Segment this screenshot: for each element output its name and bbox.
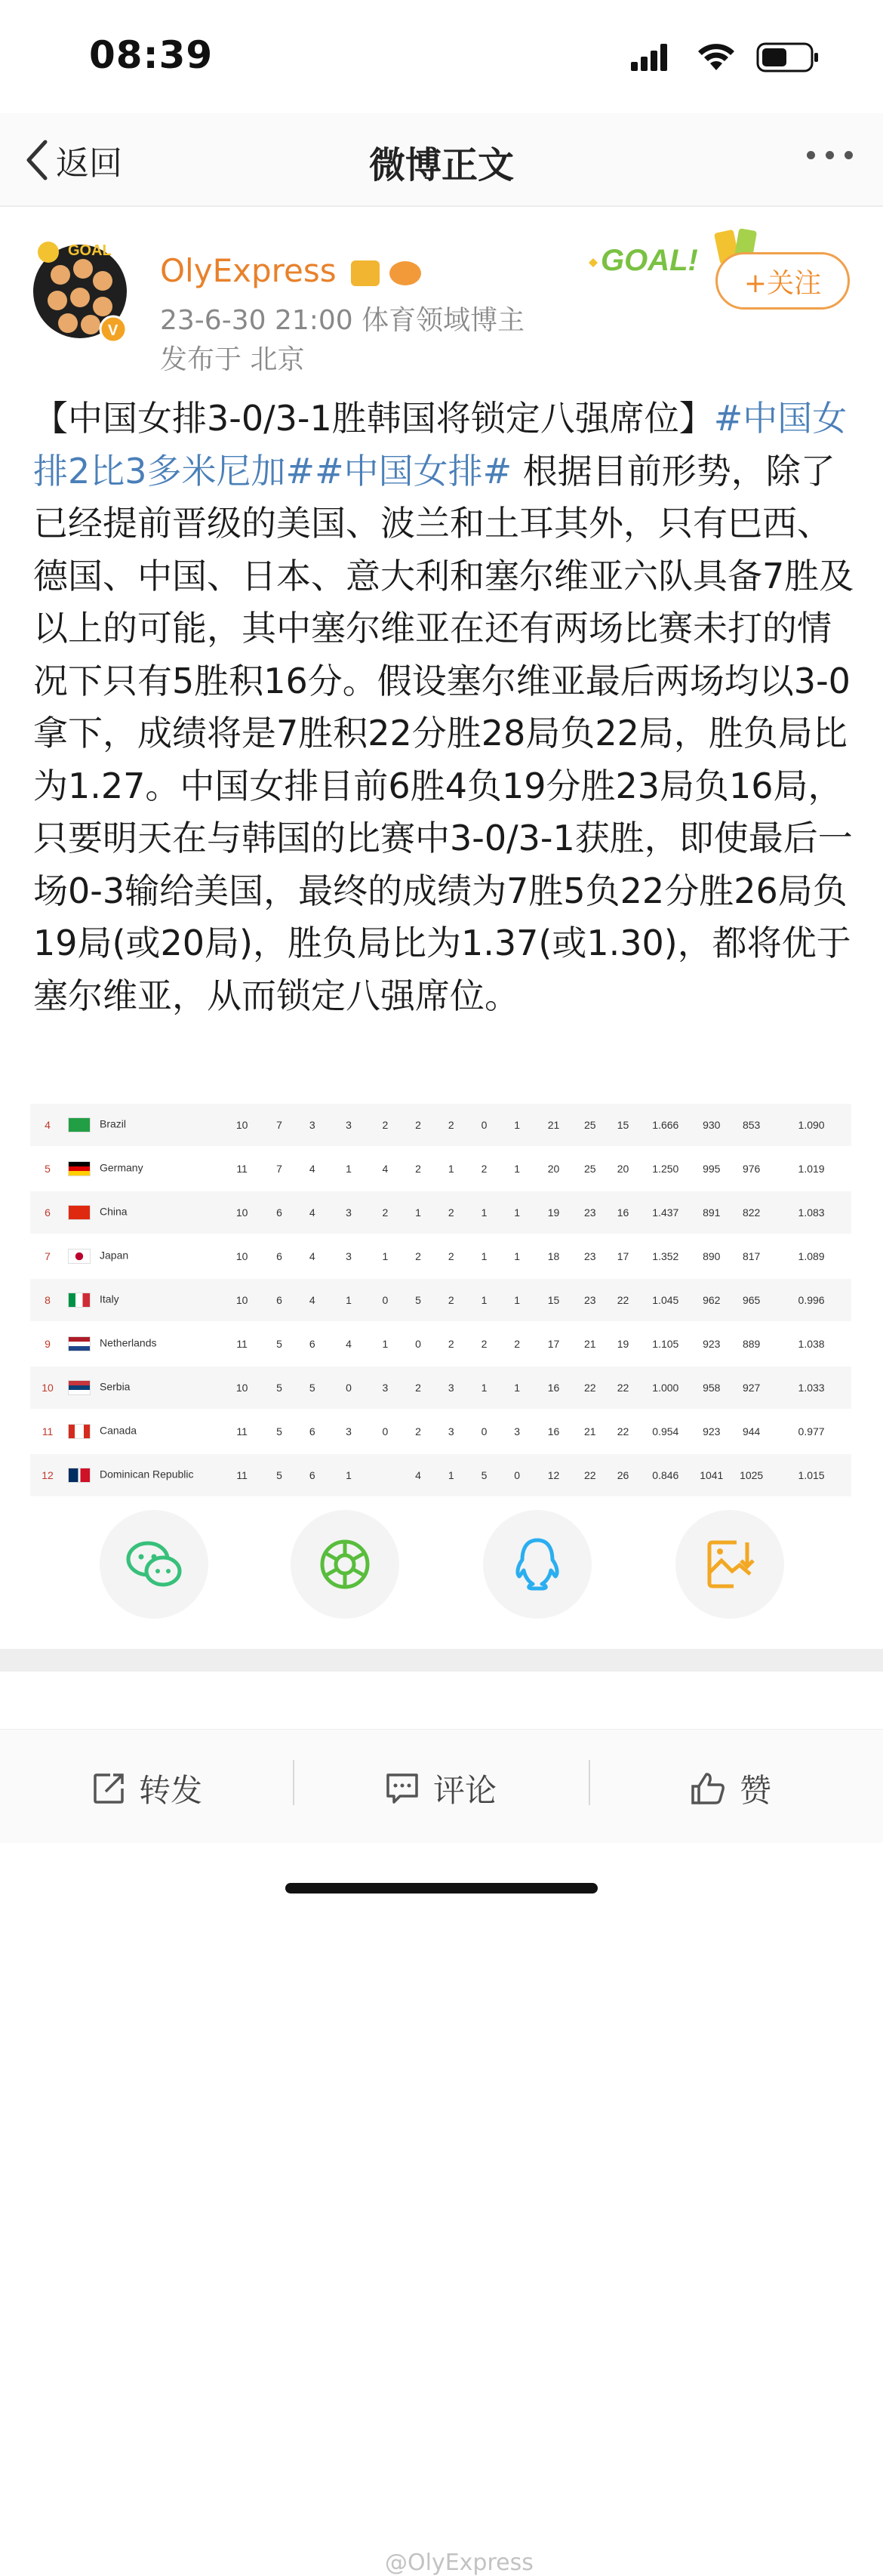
stat-cell: 965 xyxy=(731,1278,771,1322)
stat-cell: 2 xyxy=(402,1104,435,1147)
stat-cell: 3 xyxy=(500,1410,534,1453)
team-cell xyxy=(65,1322,221,1366)
repost-icon xyxy=(92,1772,125,1805)
flag-icon xyxy=(68,1117,91,1132)
stat-cell: 6 xyxy=(263,1234,296,1278)
stat-cell: 1 xyxy=(329,1147,369,1191)
stat-cell: 0 xyxy=(369,1410,402,1453)
stat-cell: 2 xyxy=(500,1322,534,1366)
flag-icon xyxy=(68,1424,91,1439)
stat-cell: 10 xyxy=(221,1278,263,1322)
stat-cell: 22 xyxy=(574,1366,607,1410)
comment-icon xyxy=(385,1772,420,1805)
stat-cell: 10 xyxy=(221,1191,263,1234)
stat-cell: 1 xyxy=(500,1191,534,1234)
stat-cell: 1.666 xyxy=(639,1104,691,1147)
stat-cell: 1 xyxy=(435,1147,468,1191)
svg-text:GOAL: GOAL xyxy=(68,242,112,259)
stat-cell: 2 xyxy=(468,1322,501,1366)
qq-icon xyxy=(513,1537,561,1592)
share-row xyxy=(0,1510,883,1631)
flag-icon xyxy=(68,1249,91,1264)
table-row xyxy=(30,1191,851,1234)
stat-cell: 25 xyxy=(574,1104,607,1147)
stat-cell: 2 xyxy=(435,1104,468,1147)
stat-cell: 17 xyxy=(607,1234,640,1278)
stat-cell: 2 xyxy=(369,1191,402,1234)
team-name: Italy xyxy=(100,1293,119,1305)
stat-cell: 23 xyxy=(574,1234,607,1278)
repost-button[interactable] xyxy=(92,1766,202,1811)
stat-cell: 3 xyxy=(329,1410,369,1453)
watermark: @OlyExpress xyxy=(385,2550,534,2576)
stat-cell: 1 xyxy=(369,1234,402,1278)
team-name: Brazil xyxy=(100,1117,127,1130)
team-name: Canada xyxy=(100,1424,137,1437)
stat-cell: 5 xyxy=(263,1366,296,1410)
rank-cell: 4 xyxy=(30,1104,65,1147)
stat-cell: 21 xyxy=(574,1322,607,1366)
stat-cell: 22 xyxy=(574,1453,607,1497)
stat-cell: 12 xyxy=(534,1453,574,1497)
share-moments-button[interactable] xyxy=(291,1510,399,1619)
stat-cell: 1 xyxy=(369,1322,402,1366)
stat-cell: 22 xyxy=(607,1278,640,1322)
stat-cell: 923 xyxy=(691,1322,731,1366)
stat-cell: 0.996 xyxy=(771,1278,851,1322)
team-cell xyxy=(65,1278,221,1322)
stat-cell: 1 xyxy=(329,1278,369,1322)
team-name: Japan xyxy=(100,1249,129,1262)
stat-cell: 4 xyxy=(296,1191,329,1234)
team-cell xyxy=(65,1453,221,1497)
stat-cell: 1 xyxy=(500,1104,534,1147)
standings-table xyxy=(30,1104,851,1498)
stat-cell: 5 xyxy=(296,1366,329,1410)
wifi-icon xyxy=(697,43,735,72)
stat-cell: 3 xyxy=(329,1191,369,1234)
flag-icon xyxy=(68,1293,91,1308)
stat-cell: 7 xyxy=(263,1104,296,1147)
stat-cell: 817 xyxy=(731,1234,771,1278)
stat-cell: 923 xyxy=(691,1410,731,1453)
team-cell xyxy=(65,1104,221,1147)
stat-cell: 3 xyxy=(329,1104,369,1147)
stat-cell: 2 xyxy=(435,1234,468,1278)
moments-icon xyxy=(318,1538,371,1591)
save-image-icon xyxy=(706,1539,753,1589)
follow-button[interactable]: +关注 xyxy=(715,252,850,310)
stat-cell: 1 xyxy=(468,1278,501,1322)
stat-cell: 2 xyxy=(435,1191,468,1234)
home-indicator xyxy=(285,1883,598,1893)
status-icons xyxy=(631,42,820,72)
post-time-and-title: 23-6-30 21:00 体育领域博主 xyxy=(160,305,525,336)
stat-cell: 26 xyxy=(607,1453,640,1497)
stat-cell: 11 xyxy=(221,1322,263,1366)
team-cell xyxy=(65,1147,221,1191)
stat-cell: 11 xyxy=(221,1453,263,1497)
rank-cell: 8 xyxy=(30,1278,65,1322)
stat-cell: 17 xyxy=(534,1322,574,1366)
stat-cell: 5 xyxy=(263,1453,296,1497)
stat-cell: 21 xyxy=(534,1104,574,1147)
stat-cell: 6 xyxy=(296,1322,329,1366)
stat-cell: 7 xyxy=(263,1147,296,1191)
stat-cell: 11 xyxy=(221,1147,263,1191)
stat-cell: 944 xyxy=(731,1410,771,1453)
author-header xyxy=(0,205,883,379)
stat-cell: 4 xyxy=(369,1147,402,1191)
stat-cell: 1.105 xyxy=(639,1322,691,1366)
stat-cell: 6 xyxy=(263,1278,296,1322)
rank-cell: 6 xyxy=(30,1191,65,1234)
stat-cell: 4 xyxy=(329,1322,369,1366)
stat-cell: 1.250 xyxy=(639,1147,691,1191)
stat-cell: 0 xyxy=(402,1322,435,1366)
hashtag-link[interactable]: #中国女排2比3多米尼加# xyxy=(33,398,848,491)
post-content xyxy=(33,393,856,1022)
table-row xyxy=(30,1104,851,1147)
bottom-action-bar xyxy=(0,1729,883,1843)
team-cell xyxy=(65,1410,221,1453)
stat-cell: 16 xyxy=(607,1191,640,1234)
team-cell xyxy=(65,1234,221,1278)
page-title: 微博正文 xyxy=(368,144,514,186)
stat-cell: 19 xyxy=(607,1322,640,1366)
stat-cell: 1.015 xyxy=(771,1453,851,1497)
save-image-button[interactable] xyxy=(675,1510,784,1619)
stat-cell: 995 xyxy=(691,1147,731,1191)
stat-cell: 4 xyxy=(296,1278,329,1322)
stat-cell: 16 xyxy=(534,1366,574,1410)
stat-cell: 10 xyxy=(221,1366,263,1410)
stat-cell: 1 xyxy=(435,1453,468,1497)
stat-cell: 0 xyxy=(500,1453,534,1497)
stat-cell: 18 xyxy=(534,1234,574,1278)
back-label: 返回 xyxy=(56,144,122,183)
stat-cell: 0.977 xyxy=(771,1410,851,1453)
stat-cell xyxy=(369,1453,402,1497)
stat-cell: 16 xyxy=(534,1410,574,1453)
team-name: Dominican Republic xyxy=(100,1468,194,1481)
table-row xyxy=(30,1453,851,1497)
post-body: 根据目前形势，除了已经提前晋级的美国、波兰和土耳其外，只有巴西、德国、中国、日本、意大利和塞尔维亚六队具备7胜及以上的可能，其中塞尔维亚在还有两场比赛未打的情况下只有5胜积16分。假设塞尔维亚最后两场均以3-0拿下，成绩将是7胜积22分胜28局负22局，胜负局比为1.27。中国女排目前6胜4负19分胜23局负16局，只要明天在与韩国的比赛中3-0/3-1获胜，即使最后一场0-3输给美国，最终的成绩为7胜5负22分胜26局负19局(或20局)，胜负局比为1.37(或1.30)，都将优于塞尔维亚，从而锁定八强席位。 xyxy=(33,450,854,1016)
stat-cell: 1 xyxy=(329,1453,369,1497)
stat-cell: 6 xyxy=(296,1410,329,1453)
flag-icon xyxy=(68,1336,91,1351)
stat-cell: 2 xyxy=(468,1147,501,1191)
stat-cell: 1 xyxy=(500,1147,534,1191)
stat-cell: 3 xyxy=(435,1410,468,1453)
stat-cell: 1.038 xyxy=(771,1322,851,1366)
flag-icon xyxy=(68,1205,91,1220)
stat-cell: 5 xyxy=(468,1453,501,1497)
goal-badge-text: GOAL! xyxy=(601,244,698,277)
stat-cell: 890 xyxy=(691,1234,731,1278)
team-cell xyxy=(65,1191,221,1234)
stat-cell: 6 xyxy=(296,1453,329,1497)
stat-cell: 1.089 xyxy=(771,1234,851,1278)
rank-cell: 11 xyxy=(30,1410,65,1453)
team-name: Germany xyxy=(100,1161,143,1174)
team-cell xyxy=(65,1366,221,1410)
stat-cell: 2 xyxy=(435,1278,468,1322)
stat-cell: 930 xyxy=(691,1104,731,1147)
status-time: 08:39 xyxy=(89,33,214,77)
status-bar xyxy=(0,0,883,113)
thumbs-up-icon xyxy=(690,1771,726,1806)
stat-cell: 22 xyxy=(607,1410,640,1453)
stat-cell: 6 xyxy=(263,1191,296,1234)
post-location: 发布于 北京 xyxy=(160,344,305,375)
stat-cell: 1.033 xyxy=(771,1366,851,1410)
comment-label: 评论 xyxy=(433,1772,497,1809)
stat-cell: 1.437 xyxy=(639,1191,691,1234)
stat-cell: 3 xyxy=(435,1366,468,1410)
stat-cell: 976 xyxy=(731,1147,771,1191)
stat-cell: 1 xyxy=(402,1191,435,1234)
rank-cell: 9 xyxy=(30,1322,65,1366)
table-row xyxy=(30,1234,851,1278)
stat-cell: 0 xyxy=(329,1366,369,1410)
vip-crown-icon xyxy=(351,260,380,286)
table-row xyxy=(30,1366,851,1410)
rank-cell: 5 xyxy=(30,1147,65,1191)
stat-cell: 5 xyxy=(402,1278,435,1322)
hashtag-link[interactable]: #中国女排# xyxy=(315,450,512,491)
stat-cell: 5 xyxy=(263,1410,296,1453)
stat-cell: 1 xyxy=(500,1278,534,1322)
stat-cell: 3 xyxy=(329,1234,369,1278)
stat-cell: 853 xyxy=(731,1104,771,1147)
stat-cell: 962 xyxy=(691,1278,731,1322)
stat-cell: 2 xyxy=(402,1366,435,1410)
divider xyxy=(293,1760,294,1805)
stat-cell: 19 xyxy=(534,1191,574,1234)
table-row xyxy=(30,1322,851,1366)
wechat-icon xyxy=(125,1539,183,1589)
stat-cell: 1 xyxy=(468,1366,501,1410)
stat-cell: 3 xyxy=(296,1104,329,1147)
stat-cell: 822 xyxy=(731,1191,771,1234)
stat-cell: 1041 xyxy=(691,1453,731,1497)
stat-cell: 20 xyxy=(607,1147,640,1191)
svg-text:V: V xyxy=(108,322,118,339)
stat-cell: 23 xyxy=(574,1278,607,1322)
rank-cell: 7 xyxy=(30,1234,65,1278)
table-row xyxy=(30,1278,851,1322)
stat-cell: 2 xyxy=(369,1104,402,1147)
stat-cell: 1 xyxy=(500,1234,534,1278)
repost-label: 转发 xyxy=(139,1772,203,1809)
stat-cell: 1.083 xyxy=(771,1191,851,1234)
stat-cell: 1.045 xyxy=(639,1278,691,1322)
stat-cell: 1025 xyxy=(731,1453,771,1497)
rank-cell: 10 xyxy=(30,1366,65,1410)
share-qq-button[interactable] xyxy=(483,1510,592,1619)
stat-cell: 0.954 xyxy=(639,1410,691,1453)
stat-cell: 1 xyxy=(468,1234,501,1278)
divider xyxy=(589,1760,590,1805)
avatar[interactable] xyxy=(30,222,130,350)
stat-cell: 4 xyxy=(402,1453,435,1497)
author-name[interactable]: OlyExpress xyxy=(160,252,421,289)
stat-cell: 25 xyxy=(574,1147,607,1191)
stat-cell: 22 xyxy=(607,1366,640,1410)
stat-cell: 1 xyxy=(500,1366,534,1410)
stat-cell: 4 xyxy=(296,1234,329,1278)
rank-cell: 12 xyxy=(30,1453,65,1497)
like-label: 赞 xyxy=(740,1772,772,1809)
team-name: China xyxy=(100,1205,128,1218)
stat-cell: 1.352 xyxy=(639,1234,691,1278)
stat-cell: 889 xyxy=(731,1322,771,1366)
stat-cell: 0 xyxy=(468,1104,501,1147)
stat-cell: 2 xyxy=(402,1234,435,1278)
stat-cell: 3 xyxy=(369,1366,402,1410)
stat-cell: 1.090 xyxy=(771,1104,851,1147)
stat-cell: 1 xyxy=(468,1191,501,1234)
table-row xyxy=(30,1147,851,1191)
stat-cell: 1.019 xyxy=(771,1147,851,1191)
stat-cell: 0.846 xyxy=(639,1453,691,1497)
stat-cell: 20 xyxy=(534,1147,574,1191)
stat-cell: 10 xyxy=(221,1234,263,1278)
flag-icon xyxy=(68,1380,91,1395)
comment-button[interactable] xyxy=(385,1766,497,1811)
team-name: Serbia xyxy=(100,1380,131,1393)
stat-cell: 0 xyxy=(369,1278,402,1322)
stat-cell: 21 xyxy=(574,1410,607,1453)
share-wechat-button[interactable] xyxy=(100,1510,208,1619)
fish-emoji-icon xyxy=(389,261,421,285)
stat-cell: 10 xyxy=(221,1104,263,1147)
like-button[interactable] xyxy=(690,1766,771,1811)
stat-cell: 11 xyxy=(221,1410,263,1453)
stat-cell: 1.000 xyxy=(639,1366,691,1410)
section-divider xyxy=(0,1649,883,1672)
signal-icon xyxy=(631,44,676,71)
stat-cell: 927 xyxy=(731,1366,771,1410)
flag-icon xyxy=(68,1468,91,1483)
stat-cell: 0 xyxy=(468,1410,501,1453)
stat-cell: 15 xyxy=(534,1278,574,1322)
stat-cell: 2 xyxy=(402,1147,435,1191)
stat-cell: 958 xyxy=(691,1366,731,1410)
table-row xyxy=(30,1410,851,1453)
stat-cell: 15 xyxy=(607,1104,640,1147)
post-headline: 【中国女排3-0/3-1胜韩国将锁定八强席位】 xyxy=(33,398,714,439)
stat-cell: 2 xyxy=(402,1410,435,1453)
more-options-icon[interactable] xyxy=(807,151,853,159)
stat-cell: 2 xyxy=(435,1322,468,1366)
flag-icon xyxy=(68,1161,91,1176)
stat-cell: 23 xyxy=(574,1191,607,1234)
nav-bar xyxy=(0,113,883,207)
team-name: Netherlands xyxy=(100,1336,157,1349)
stat-cell: 5 xyxy=(263,1322,296,1366)
battery-icon xyxy=(756,42,820,72)
stat-cell: 4 xyxy=(296,1147,329,1191)
stat-cell: 891 xyxy=(691,1191,731,1234)
